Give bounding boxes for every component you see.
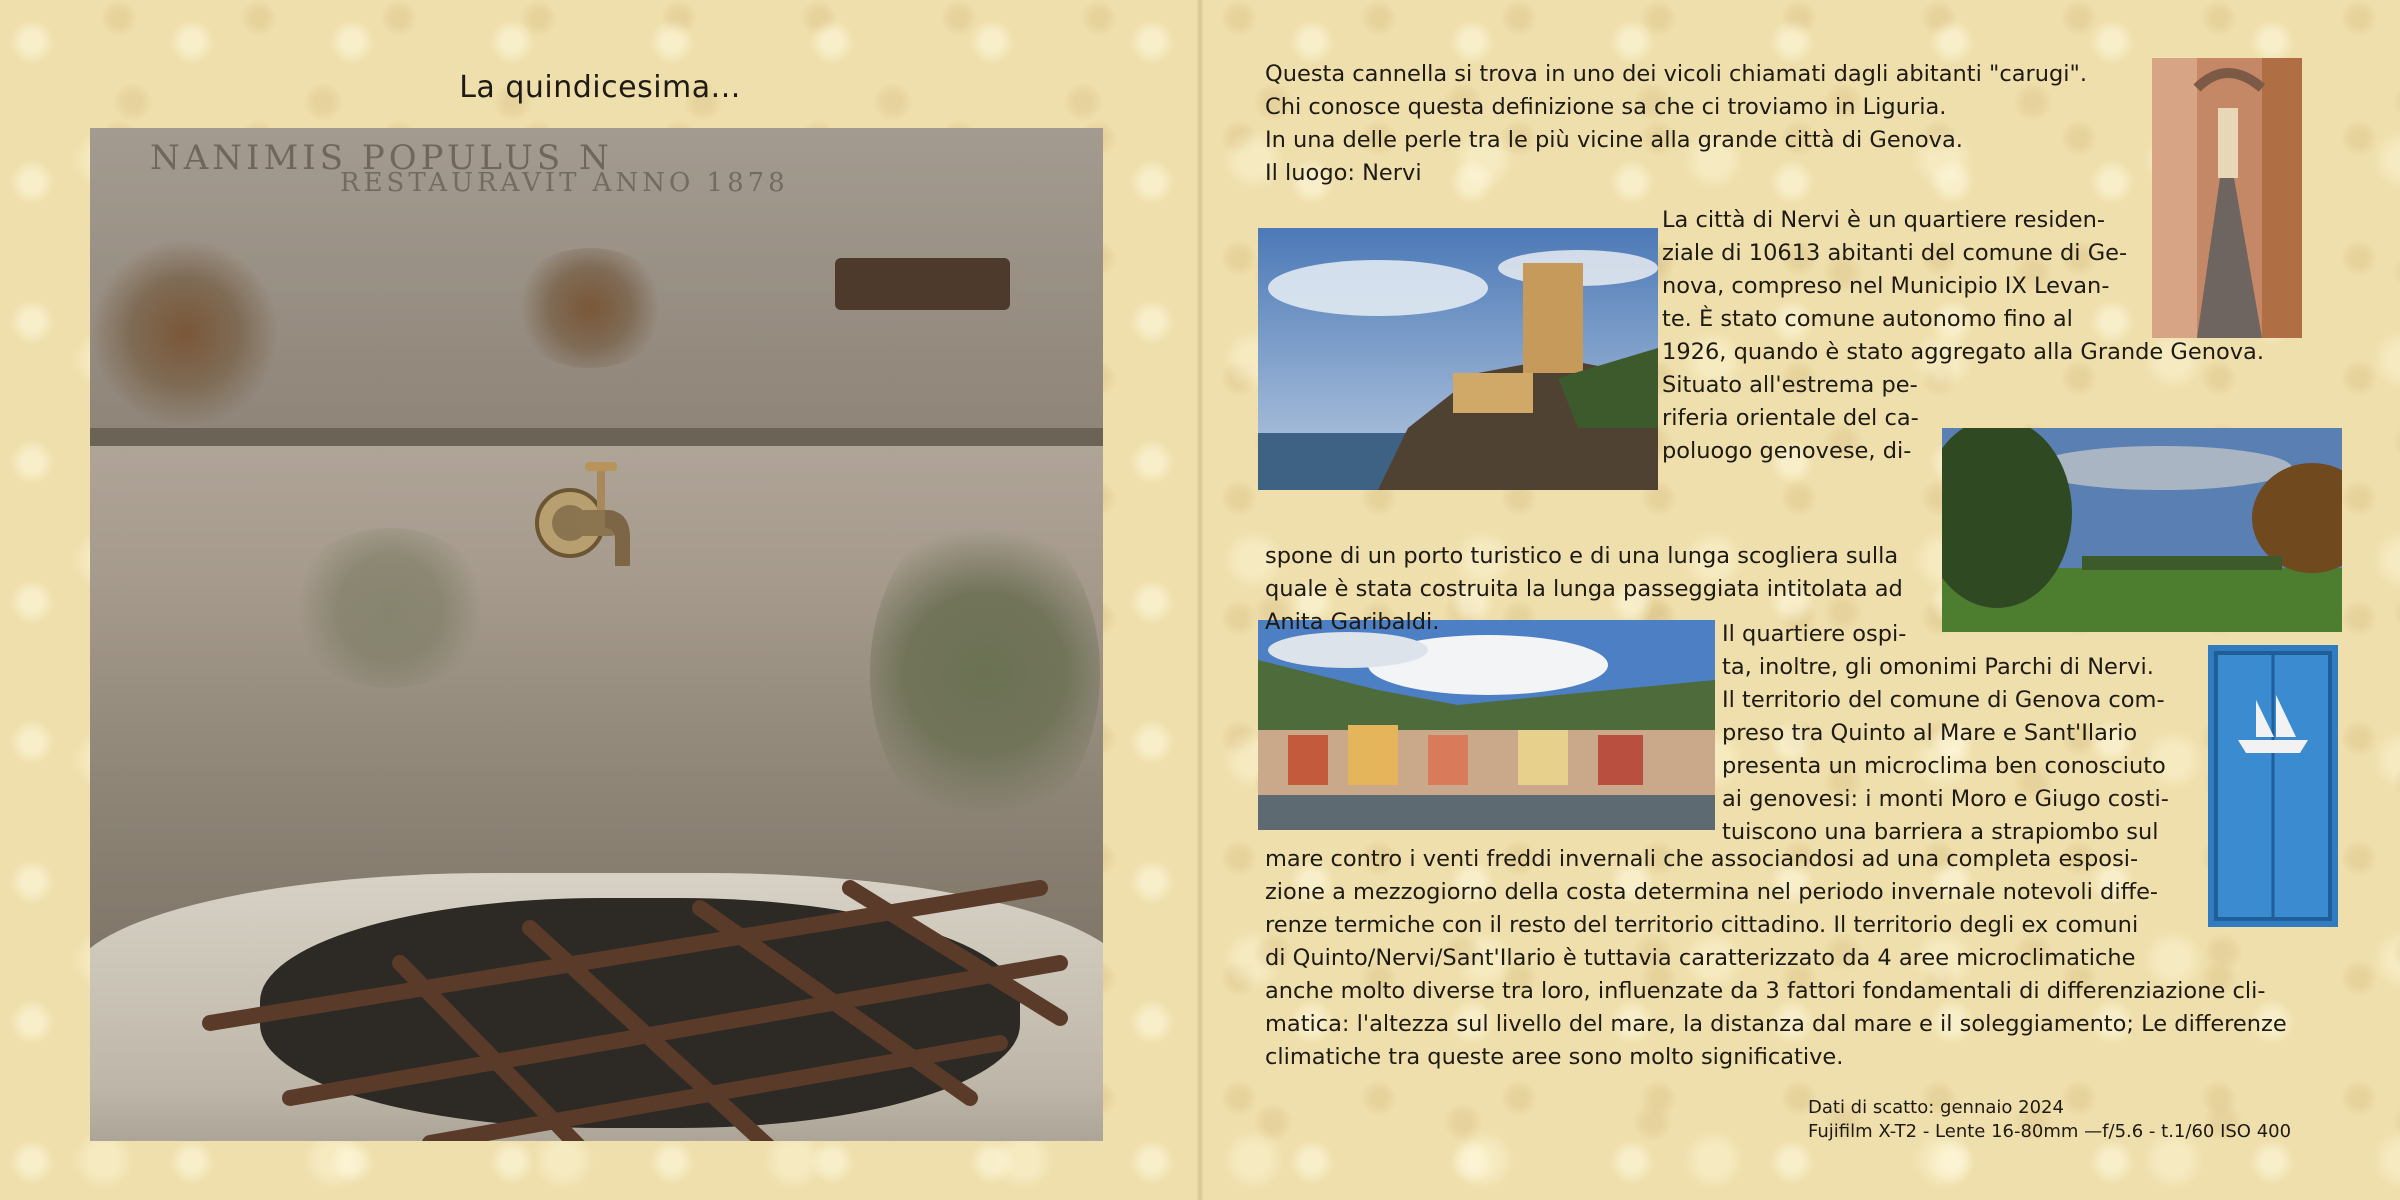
- text-line: ta, inoltre, gli omonimi Parchi di Nervi.: [1722, 654, 2154, 680]
- text-line: mare contro i venti freddi invernali che associandosi ad una completa esposi-: [1265, 846, 2139, 872]
- text-line: spone di un porto turistico e di una lunga scogliera sulla: [1265, 543, 1899, 569]
- fountain-photo: [90, 128, 1103, 1141]
- text-line: anche molto diverse tra loro, influenzate da 3 fattori fondamentali di differenziazione cli-: [1265, 978, 2266, 1004]
- rust-stain: [90, 238, 280, 428]
- text-line: di Quinto/Nervi/Sant'Ilario è tuttavia caratterizzato da 4 aree microclimatiche: [1265, 945, 2136, 971]
- text-line: matica: l'altezza sul livello del mare, la distanza dal mare e il soleggiamento; Le differenze: [1265, 1011, 2287, 1037]
- text-line: nova, compreso nel Municipio IX Levan-: [1662, 273, 2110, 299]
- text-line: te. È stato comune autonomo fino al: [1662, 306, 2073, 332]
- text-line: ai genovesi: i monti Moro e Giugo costi-: [1722, 786, 2169, 812]
- moss-patch: [290, 528, 490, 688]
- stone-inscription-date: RESTAURAVIT ANNO 1878: [340, 168, 789, 198]
- text-line: Il quartiere ospi-: [1722, 621, 1907, 647]
- text-line: tuiscono una barriera a strapiombo sul: [1722, 819, 2159, 845]
- text-line: poluogo genovese, di-: [1662, 438, 1912, 464]
- text-line: In una delle perle tra le più vicine alla grande città di Genova.: [1265, 127, 1963, 153]
- text-line: preso tra Quinto al Mare e Sant'Ilario: [1722, 720, 2138, 746]
- intro-paragraph: [1265, 58, 2145, 190]
- text-line: Situato all'estrema pe-: [1662, 372, 1918, 398]
- page-title: La quindicesima...: [459, 70, 741, 105]
- microclimate-paragraph: [1265, 843, 2287, 1074]
- parks-paragraph: [1722, 618, 2169, 849]
- text-line: renze termiche con il resto del territorio cittadino. Il territorio degli ex comuni: [1265, 912, 2139, 938]
- moss-patch: [870, 508, 1100, 838]
- right-page: [1200, 0, 2400, 1200]
- harbour-photo: [1258, 620, 1715, 830]
- iron-grate: [200, 868, 1080, 1141]
- stone-inscription: NANIMIS POPULUS N: [150, 138, 613, 178]
- text-line: Anita Garibaldi.: [1265, 609, 1440, 635]
- text-line: quale è stata costruita la lunga passeggiata intitolata ad: [1265, 576, 1903, 602]
- text-line: Questa cannella si trova in uno dei vicoli chiamati dagli abitanti "carugi".: [1265, 61, 2088, 87]
- text-line: Chi conosce questa definizione sa che ci troviamo in Liguria.: [1265, 94, 1947, 120]
- text-line: Il territorio del comune di Genova com-: [1722, 687, 2165, 713]
- description-paragraph: [1662, 204, 2264, 468]
- text-line: zione a mezzogiorno della costa determina nel periodo invernale notevoli diffe-: [1265, 879, 2159, 905]
- brass-faucet: [535, 448, 655, 578]
- text-line: 1926, quando è stato aggregato alla Grande Genova.: [1662, 339, 2264, 365]
- shot-date: Dati di scatto: gennaio 2024: [1808, 1097, 2064, 1118]
- rust-stain: [510, 248, 670, 368]
- photo-metadata: [1808, 1096, 2291, 1144]
- tower-photo: [1258, 228, 1658, 490]
- text-line: La città di Nervi è un quartiere residen-: [1662, 207, 2106, 233]
- text-line: riferia orientale del ca-: [1662, 405, 1919, 431]
- text-line: climatiche tra queste aree sono molto significative.: [1265, 1044, 1844, 1070]
- camera-settings: Fujifilm X-T2 - Lente 16-80mm —f/5.6 - t.1/60 ISO 400: [1808, 1121, 2292, 1142]
- text-line: presenta un microclima ben conosciuto: [1722, 753, 2166, 779]
- text-line: ziale di 10613 abitanti del comune di Ge-: [1662, 240, 2128, 266]
- text-line: Il luogo: Nervi: [1265, 160, 1422, 186]
- iron-bracket: [835, 258, 1010, 310]
